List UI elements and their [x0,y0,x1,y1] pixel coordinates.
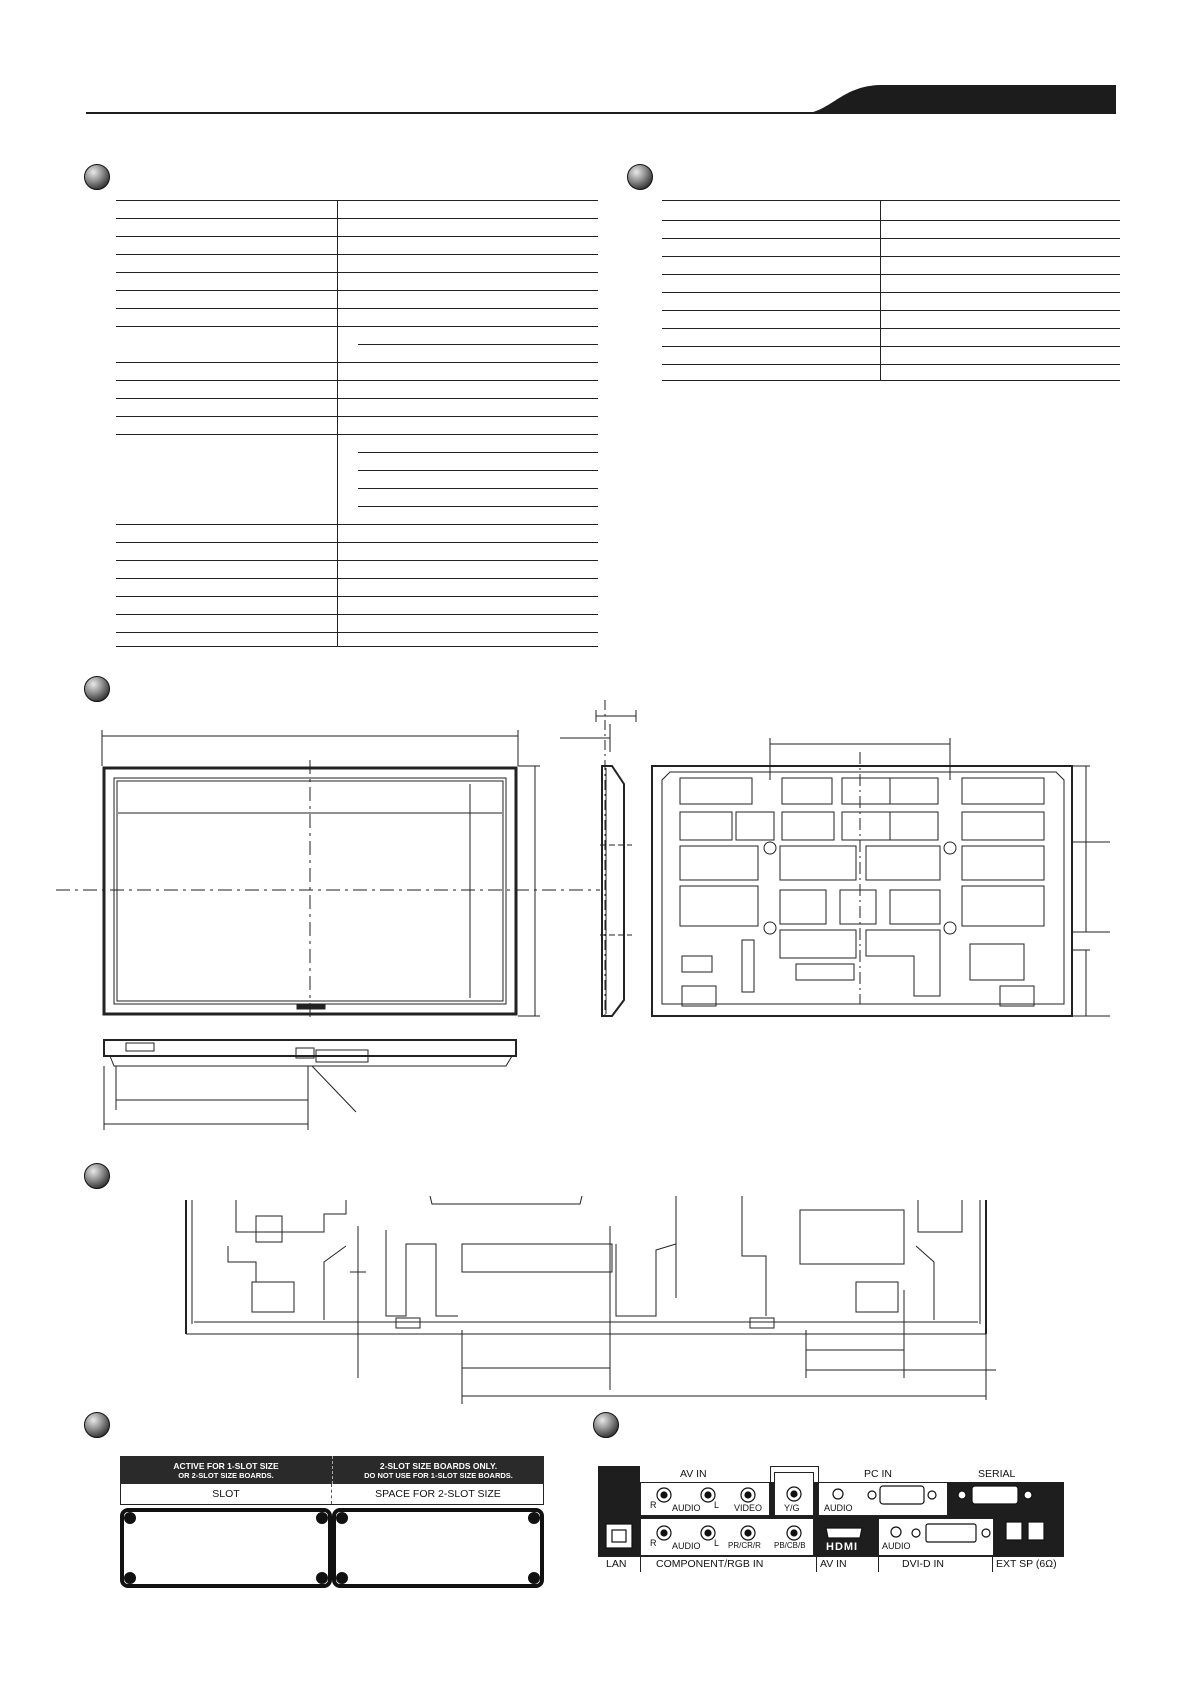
pc-audio-label: AUDIO [824,1503,853,1513]
slot-label: SLOT [212,1488,240,1500]
av-audio-label: AUDIO [672,1503,701,1513]
space-label: SPACE FOR 2-SLOT SIZE [375,1488,501,1500]
av-r-label: R [650,1500,657,1510]
only-line1: 2-SLOT SIZE BOARDS ONLY. [379,1461,498,1471]
av-l-label: L [714,1500,720,1510]
comp-r-label: R [650,1538,657,1548]
active-line1: ACTIVE FOR 1-SLOT SIZE [173,1461,279,1471]
hdmi-logo: HDMI [826,1541,859,1553]
av-in-top-label: AV IN [680,1468,707,1480]
ext-sp-label: EXT SP (6Ω) [996,1558,1057,1570]
active-line2: OR 2-SLOT SIZE BOARDS. [178,1471,274,1480]
component-rgb-in-label: COMPONENT/RGB IN [656,1558,764,1570]
only-line2: DO NOT USE FOR 1-SLOT SIZE BOARDS. [364,1471,513,1480]
pc-in-label: PC IN [864,1468,893,1480]
lan-label: LAN [606,1558,627,1570]
bottom-divider-1 [640,1556,641,1572]
pbcbb-label: PB/CB/B [774,1541,806,1550]
dvi-audio-label: AUDIO [882,1541,911,1551]
comp-audio-label: AUDIO [672,1541,701,1551]
yg-label: Y/G [784,1503,800,1513]
bottom-divider-2 [816,1556,817,1572]
serial-label: SERIAL [978,1468,1016,1480]
comp-l-label: L [714,1538,720,1548]
prcrr-label: PR/CR/R [728,1541,761,1550]
bottom-divider-4 [992,1556,993,1572]
av-in-bottom-label: AV IN [820,1558,847,1570]
video-label: VIDEO [734,1503,763,1513]
bottom-divider-3 [878,1556,879,1572]
dvi-d-in-label: DVI-D IN [902,1558,944,1570]
